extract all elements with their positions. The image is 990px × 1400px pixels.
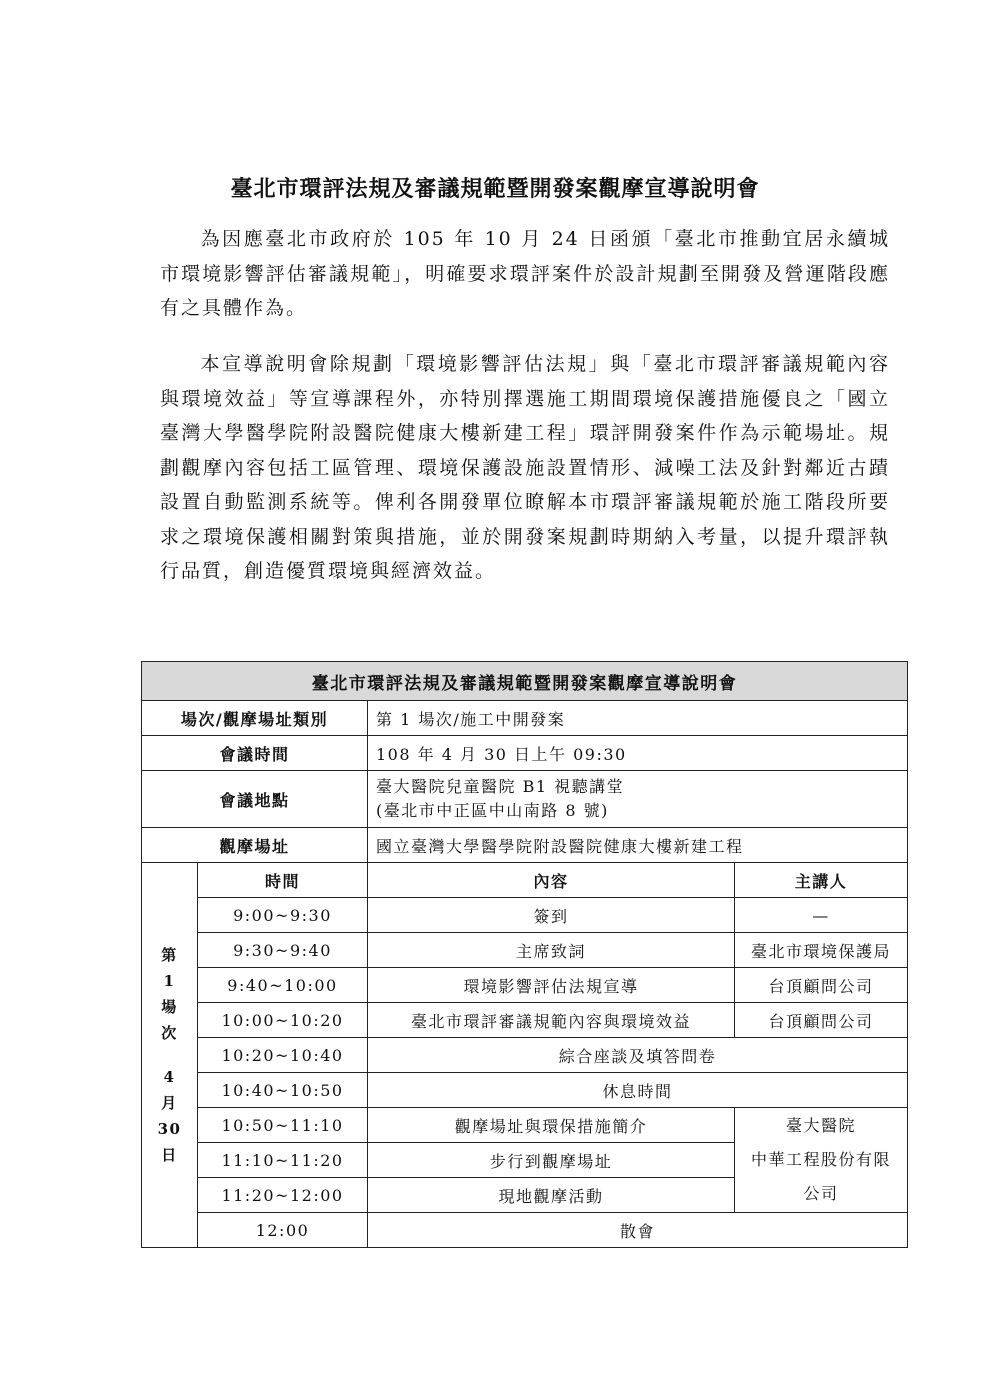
row-content: 綜合座談及填答問卷 [368,1038,908,1073]
merged-speaker-line: 中華工程股份有限 [750,1150,891,1169]
side-char: 次 [161,1024,178,1042]
document-title: 臺北市環評法規及審議規範暨開發案觀摩宣導說明會 [230,176,760,202]
row-speaker: 台頂顧問公司 [735,968,908,1003]
info-value-site: 國立臺灣大學醫學院附設醫院健康大樓新建工程 [368,828,908,863]
row-content: 臺北市環評審議規範內容與環境效益 [368,1003,735,1038]
info-value-session: 第 1 場次/施工中開發案 [368,701,908,736]
row-time: 11:10~11:20 [198,1143,368,1178]
merged-speaker-line: 公司 [803,1184,839,1203]
paragraph-2 [160,347,890,589]
schedule-table [141,661,908,1248]
table-row [142,933,908,968]
row-time: 9:30~9:40 [198,933,368,968]
side-char: 第 [161,946,178,964]
session-date-label [142,863,198,1248]
side-char: 場 [161,998,178,1016]
row-time: 9:00~9:30 [198,898,368,933]
table-row [142,1108,908,1143]
info-label-time: 會議時間 [142,736,368,771]
row-content: 環境影響評估法規宣導 [368,968,735,1003]
row-time: 11:20~12:00 [198,1178,368,1213]
table-row [142,898,908,933]
merged-speaker [735,1108,908,1213]
row-time: 12:00 [198,1213,368,1248]
info-label-session: 場次/觀摩場址類別 [142,701,368,736]
info-label-venue: 會議地點 [142,771,368,828]
row-time: 10:40~10:50 [198,1073,368,1108]
row-content: 主席致詞 [368,933,735,968]
side-char: 1 [163,972,176,990]
row-time: 10:20~10:40 [198,1038,368,1073]
column-header-speaker: 主講人 [735,863,908,898]
row-content: 步行到觀摩場址 [368,1143,735,1178]
venue-name: 臺大醫院兒童醫院 B1 視聽講堂 [376,777,625,796]
row-speaker: 臺北市環境保護局 [735,933,908,968]
paragraph-2-text: 本宣導說明會除規劃「環境影響評估法規」與「臺北市環評審議規範內容與環境效益」等宣導課程外，亦特別擇選施工期間環境保護措施優良之「國立臺灣大學醫學院附設醫院健康大樓新建工程」環評開發案件作為示範場址。規劃觀摩內容包括工區管理、環境保護設施設置情形、減噪工法及針對鄰近古蹟設置自動監測系統等。俾利各開發單位瞭解本市環評審議規範於施工階段所要求之環境保護相關對策與措施，並於開發案規劃時期納入考量，以提升環評執行品質，創造優質環境與經濟效益。 [160,353,890,582]
table-row [142,1073,908,1108]
paragraph-1-text: 為因應臺北市政府於 105 年 10 月 24 日函頒「臺北市推動宜居永續城市環境影響評估審議規範」，明確要求環評案件於設計規劃至開發及營運階段應有之具體作為。 [160,228,890,319]
row-time: 9:40~10:00 [198,968,368,1003]
side-char: 30 [157,1120,182,1138]
row-content: 現地觀摩活動 [368,1178,735,1213]
row-content: 散會 [368,1213,908,1248]
row-content: 休息時間 [368,1073,908,1108]
row-time: 10:50~11:10 [198,1108,368,1143]
table-row [142,968,908,1003]
row-content: 簽到 [368,898,735,933]
row-speaker: — [735,898,908,933]
side-char: 日 [161,1146,178,1164]
row-time: 10:00~10:20 [198,1003,368,1038]
info-value-time: 108 年 4 月 30 日上午 09:30 [368,736,908,771]
column-header-time: 時間 [198,863,368,898]
row-speaker: 台頂顧問公司 [735,1003,908,1038]
table-row [142,1003,908,1038]
side-char: 月 [161,1094,178,1112]
table-row [142,1213,908,1248]
venue-address: (臺北市中正區中山南路 8 號) [376,801,609,820]
table-title: 臺北市環評法規及審議規範暨開發案觀摩宣導說明會 [142,662,908,701]
column-header-content: 內容 [368,863,735,898]
side-char: 4 [163,1068,176,1086]
table-row [142,1038,908,1073]
paragraph-1 [160,222,890,326]
info-label-site: 觀摩場址 [142,828,368,863]
info-value-venue [368,771,908,828]
row-content: 觀摩場址與環保措施簡介 [368,1108,735,1143]
merged-speaker-line: 臺大醫院 [785,1116,856,1135]
